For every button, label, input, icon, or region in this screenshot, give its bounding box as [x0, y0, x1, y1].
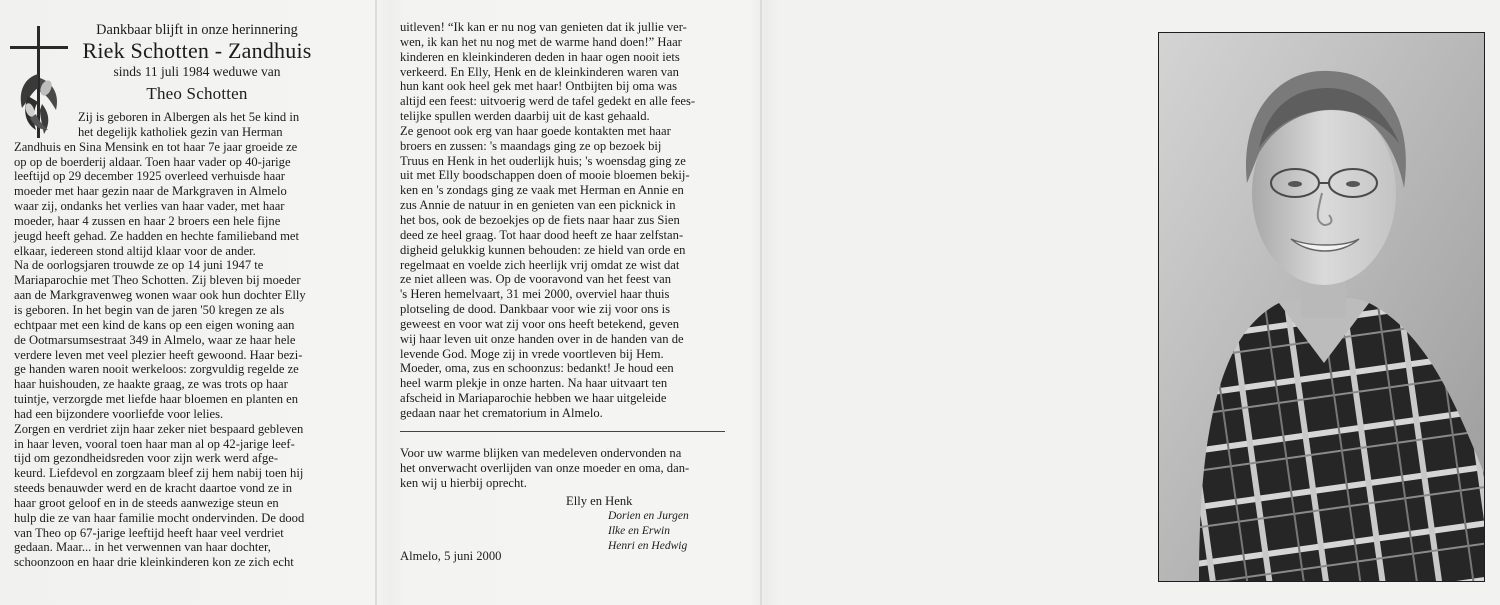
text-line: moeder met haar gezin naar de Markgraven in Almelo	[14, 184, 287, 199]
card-fold-right	[760, 0, 762, 605]
family-name: Ilke en Erwin	[608, 524, 670, 537]
text-line: 's Heren hemelvaart, 31 mei 2000, overviel haar thuis	[400, 287, 670, 302]
text-line: Voor uw warme blijken van medeleven ondervonden na	[400, 445, 682, 460]
family-name: Dorien en Jurgen	[608, 509, 689, 522]
text-line: het onverwacht overlijden van onze moeder en oma, dan-	[400, 460, 690, 475]
text-line: Truus en Henk in het ouderlijk huis; 's woensdag ging ze	[400, 153, 686, 168]
text-line: wij haar leven uit onze handen over in de handen van de	[400, 331, 684, 346]
text-line: gedaan naar het crematorium in Almelo.	[400, 405, 603, 420]
text-line: is geboren. In het begin van de jaren '50 kregen ze als	[14, 302, 285, 317]
text-line: verdere leven met veel plezier heeft gewoond. Haar bezi-	[14, 347, 303, 362]
text-line: regelmaat en voelde zich heerlijk vrij omdat ze wist dat	[400, 257, 680, 272]
card-fold-left	[375, 0, 377, 605]
text-line: aan de Markgravenweg wonen waar ook hun dochter Elly	[14, 288, 306, 303]
portrait-image	[1159, 33, 1484, 581]
text-line: telijke spullen werden daarbij uit de kast gehaald.	[400, 109, 650, 124]
text-line: kinderen en kleinkinderen deden in haar ogen nooit iets	[400, 49, 680, 64]
text-line: van Theo op 67-jarige leeftijd heeft haar veel verdriet	[14, 525, 284, 540]
text-line: keurd. Liefdevol en zorgzaam bleef zij hem nabij toen hij	[14, 466, 304, 481]
text-line: haar huishouden, ze haakte graag, ze was trots op haar	[14, 377, 288, 392]
text-line: uitleven! “Ik kan er nu nog van genieten dat ik jullie ver-	[400, 20, 687, 34]
middle-panel	[400, 20, 726, 564]
text-line: Zandhuis en Sina Mensink en tot haar 7e jaar groeide ze	[14, 139, 298, 154]
text-line: altijd een feest: uitvoerig werd de tafel gedekt en alle fees-	[400, 94, 696, 109]
text-line: had een bijzondere voorliefde voor lelies.	[14, 406, 224, 421]
text-line: geweest en voor wat zij voor ons heeft betekend, geven	[400, 316, 680, 331]
text-line: haar groot geloof en in de steeds aanwezige steun en	[14, 495, 279, 510]
biography-left	[14, 110, 358, 570]
text-line: broers en zussen: 's maandags ging ze op bezoek bij	[400, 138, 662, 153]
text-line: het degelijk katholiek gezin van Herman	[78, 124, 283, 139]
divider-line	[400, 431, 725, 432]
place-date: Almelo, 5 juni 2000	[400, 548, 502, 563]
text-line: Ze genoot ook erg van haar goede kontakten met haar	[400, 123, 671, 138]
text-line: Mariaparochie met Theo Schotten. Zij bleven bij moeder	[14, 273, 301, 288]
signature: Elly en Henk	[566, 493, 633, 508]
text-line: heel warm plekje in onze harten. Na haar uitvaart ten	[400, 376, 668, 391]
text-line: deed ze heel graag. Tot haar dood heeft ze haar zelfstan-	[400, 227, 684, 242]
thanks-note	[400, 446, 726, 491]
text-line: digheid gelukkig kunnen behouden: ze hield van orde en	[400, 242, 686, 257]
text-line: moeder, haar 4 zussen en haar 2 broers een hele fijne	[14, 213, 281, 228]
text-line: tijd om gezondheidsreden voor zijn werk werd afge-	[14, 451, 279, 466]
text-line: wen, ik kan het nu nog met de warme hand doen!” Haar	[400, 34, 682, 49]
text-line: Zorgen en verdriet zijn haar zeker niet bespaard gebleven	[14, 421, 304, 436]
text-line: jeugd heeft gehad. Ze hadden en hechte familieband met	[14, 228, 299, 243]
text-line: waar zij, ondanks het verlies van haar vader, met haar	[14, 199, 285, 214]
text-line: tuintje, verzorgde met liefde haar bloemen en planten en	[14, 392, 299, 407]
text-line: echtpaar met een kind de kans op een eigen woning aan	[14, 317, 295, 332]
family-name: Henri en Hedwig	[608, 539, 688, 552]
deceased-name: Riek Schotten - Zandhuis	[82, 38, 312, 63]
text-line: leeftijd op 29 december 1925 overleed verhuisde haar	[14, 169, 286, 184]
text-line: ken wij u hierbij oprecht.	[400, 475, 527, 490]
text-line: afscheid in Mariaparochie hebben we haar uitgeleide	[400, 391, 667, 406]
text-line: hulp die ze van haar familie mocht ondervinden. De dood	[14, 510, 305, 525]
biography-middle	[400, 20, 726, 421]
text-line: elkaar, iedereen stond altijd klaar voor de ander.	[14, 243, 256, 258]
husband-name: Theo Schotten	[146, 84, 248, 103]
widow-since-line: sinds 11 juli 1984 weduwe van	[113, 64, 281, 79]
text-line: zus Annie de natuur in en genieten van een picknick in	[400, 198, 676, 213]
text-line: Moeder, oma, zus en schoonzus: bedankt! Je houd een	[400, 361, 674, 376]
portrait-photo	[1158, 32, 1485, 582]
text-line: ge handen waren nooit werkeloos: zorgvuldig regelde ze	[14, 362, 299, 377]
text-line: plotseling de dood. Dankbaar voor wie zij voor ons is	[400, 302, 671, 317]
text-line: in haar leven, vooral toen haar man al op 42-jarige leef-	[14, 436, 295, 451]
text-line: schoonzoon en haar drie kleinkinderen kon ze zich echt	[14, 555, 294, 570]
text-line: levende God. Moge zij in vrede voortleven bij Hem.	[400, 346, 664, 361]
text-line: op op de boerderij aldaar. Toen haar vader op 40-jarige	[14, 154, 291, 169]
text-line: het bos, ook de bezoekjes op de fiets naar haar zus Sien	[400, 212, 680, 227]
text-line: ken en 's zondags ging ze vaak met Herman en Annie en	[400, 183, 684, 198]
text-line: uit met Elly boodschappen doen of mooie bloemen bekij-	[400, 168, 690, 183]
text-line: verkeerd. En Elly, Henk en de kleinkinderen waren van	[400, 64, 679, 79]
text-line: hun kant ook heel gek met haar! Ontbijten bij oma was	[400, 79, 677, 94]
header-line: Dankbaar blijft in onze herinnering	[96, 22, 298, 38]
text-line: steeds benauwder werd en de kracht daartoe vond ze in	[14, 481, 292, 496]
text-line: Na de oorlogsjaren trouwde ze op 14 juni 1947 te	[14, 258, 264, 273]
text-line: Zij is geboren in Albergen als het 5e kind in	[78, 110, 300, 124]
left-panel	[14, 22, 358, 570]
text-line: de Ootmarsumsestraat 349 in Almelo, waar ze haar hele	[14, 332, 296, 347]
text-line: ze niet alleen was. Op de vooravond van het feest van	[400, 272, 672, 287]
text-line: gedaan. Maar... in het verwennen van haar dochter,	[14, 540, 271, 555]
